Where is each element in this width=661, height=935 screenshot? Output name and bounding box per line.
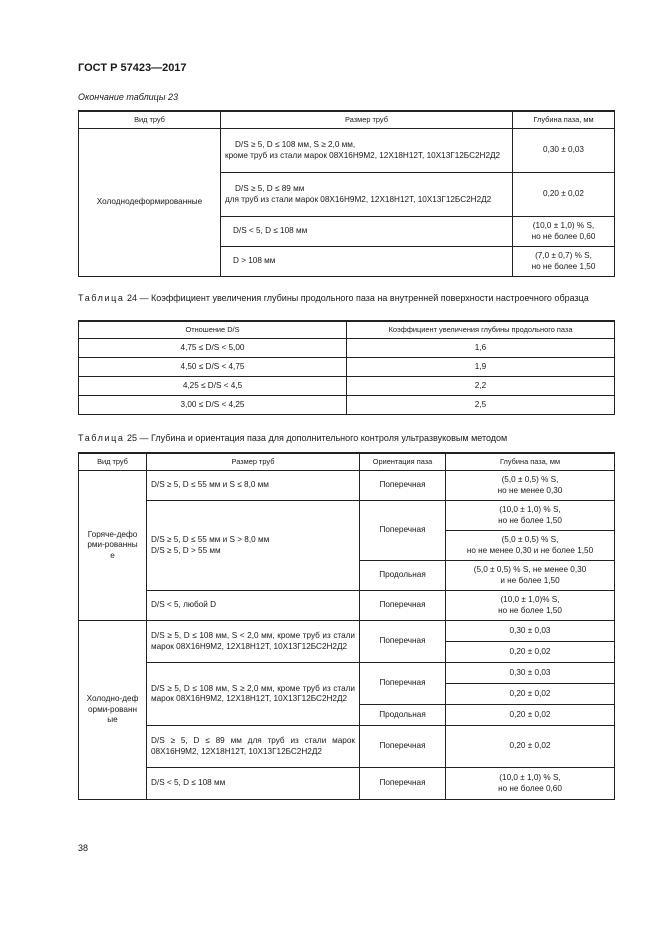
t25-cold-size1: D/S ≥ 5, D ≤ 108 мм, S < 2,0 мм, кроме труб из стали марок 08Х16Н9М2, 12Х18Н12Т, 10Х13Г12БС2Н2Д2 (147, 621, 360, 663)
t25-header-depth: Глубина паза, мм (446, 453, 615, 471)
t24-row1-coef: 1,6 (347, 339, 615, 358)
table-24 (78, 320, 615, 415)
t23-header-size: Размер труб (221, 111, 513, 129)
t25-cold-size4: D/S ≥ 5, D ≤ 89 мм для труб из стали марок 08Х16Н9М2, 12Х18Н12Т, 10Х13Г12БС2Н2Д2 (147, 726, 360, 768)
table24-title-label: Таблица (78, 293, 125, 303)
t25-cold-depth2b: 0,20 ± 0,02 (446, 684, 615, 705)
t25-cold-orient1: Поперечная (360, 621, 446, 663)
t25-hot-group-text: Горяче-деформи-рованные (87, 529, 138, 560)
t25-hot-depth2b-l2: но не менее 0,30 и не более 1,50 (466, 545, 594, 555)
t25-header-orient: Ориентация паза (360, 453, 446, 471)
t25-header-type: Вид труб (79, 453, 147, 471)
t25-cold-orient5: Поперечная (360, 768, 446, 800)
t23-row1-size (221, 129, 513, 173)
t23-row3-size: D/S < 5, D ≤ 108 мм (221, 217, 513, 247)
t25-hot-group (79, 471, 147, 621)
t25-hot-size2-l1: D/S ≥ 5, D ≤ 55 мм и S > 8,0 мм (151, 535, 270, 544)
t23-row4-depth-l1: (7,0 ± 0,7) % S, (535, 251, 592, 260)
t25-cold-size5: D/S < 5, D ≤ 108 мм (147, 768, 360, 800)
t24-header-ratio: Отношение D/S (79, 321, 347, 339)
t25-cold-group-text: Холодно-деформи-рованные (86, 694, 139, 725)
t23-row2-size-l1: D/S ≥ 5, D ≤ 89 мм (235, 184, 305, 193)
t23-row3-depth-l2: но не более 0,60 (531, 231, 596, 241)
page-number: 38 (78, 843, 89, 853)
t25-cold-depth5-l1: (10,0 ± 1,0) % S, (499, 773, 561, 782)
t25-hot-size1: D/S ≥ 5, D ≤ 55 мм и S ≤ 8,0 мм (147, 471, 360, 501)
t25-cold-depth1a: 0,30 ± 0,03 (446, 621, 615, 642)
t25-hot-depth4 (446, 591, 615, 621)
t23-row4-depth-l2: но не более 1,50 (531, 261, 596, 271)
t23-row4-size: D > 108 мм (221, 247, 513, 277)
t24-header-coef: Коэффициент увеличения глубины продольного паза (347, 321, 615, 339)
table-25 (78, 452, 615, 800)
t23-header-type: Вид труб (79, 111, 221, 129)
table24-title-text: 24 — Коэффициент увеличения глубины продольного паза на внутренней поверхности настроечного образца (127, 293, 589, 303)
t25-hot-orient1: Поперечная (360, 471, 446, 501)
t25-cold-size2: D/S ≥ 5, D ≤ 108 мм, S ≥ 2,0 мм, кроме труб из стали марок 08Х16Н9М2, 12Х18Н12Т, 10Х13Г12БС2Н2Д2 (147, 663, 360, 726)
t24-row1-ratio: 4,75 ≤ D/S < 5,00 (79, 339, 347, 358)
t25-hot-depth4-l1: (10,0 ± 1,0)% S, (500, 595, 560, 604)
t25-hot-depth1 (446, 471, 615, 501)
table25-title-text: 25 — Глубина и ориентация паза для дополнительного контроля ультразвуковым методом (127, 433, 508, 443)
table25-title (78, 432, 614, 444)
t25-header-size: Размер труб (147, 453, 360, 471)
t25-hot-depth3-l1: (5,0 ± 0,5) % S, не менее 0,30 (473, 565, 587, 574)
t23-row1-size-l2: кроме труб из стали марок 08Х16Н9М2, 12Х18Н12Т, 10Х13Г12БС2Н2Д2 (225, 150, 501, 160)
t25-hot-depth2a (446, 501, 615, 531)
t25-cold-depth3: 0,20 ± 0,02 (446, 705, 615, 726)
table23-caption: Окончание таблицы 23 (78, 92, 178, 102)
t25-hot-depth3 (446, 561, 615, 591)
document-code: ГОСТ Р 57423—2017 (78, 62, 187, 74)
t25-hot-orient4: Поперечная (360, 591, 446, 621)
t23-row2-size (221, 173, 513, 217)
t25-hot-depth2a-l2: но не более 1,50 (498, 515, 562, 525)
table24-title (78, 292, 614, 304)
t23-group-cell: Холоднодеформированные (79, 129, 221, 277)
t25-cold-orient3: Продольная (360, 705, 446, 726)
t25-hot-depth3-l2: и не более 1,50 (500, 575, 560, 585)
t25-cold-depth5-l2: но не более 0,60 (498, 783, 562, 793)
t25-hot-orient3: Продольная (360, 561, 446, 591)
t25-hot-depth2a-l1: (10,0 ± 1,0) % S, (499, 505, 561, 514)
t25-hot-depth1-l1: (5,0 ± 0,5) % S, (501, 475, 559, 484)
t23-row1-depth: 0,30 ± 0,03 (513, 129, 615, 173)
t25-cold-orient2: Поперечная (360, 663, 446, 705)
t23-row3-depth (513, 217, 615, 247)
table25-title-label: Таблица (78, 433, 125, 443)
t24-row4-coef: 2,5 (347, 396, 615, 415)
t25-cold-depth1b: 0,20 ± 0,02 (446, 642, 615, 663)
t25-cold-depth5 (446, 768, 615, 800)
t25-cold-depth2a: 0,30 ± 0,03 (446, 663, 615, 684)
t25-hot-size4: D/S < 5, любой D (147, 591, 360, 621)
t25-cold-depth4: 0,20 ± 0,02 (446, 726, 615, 768)
t25-hot-size2-l2: D/S ≥ 5, D > 55 мм (151, 545, 221, 555)
t23-header-depth: Глубина паза, мм (513, 111, 615, 129)
t24-row4-ratio: 3,00 ≤ D/S < 4,25 (79, 396, 347, 415)
t25-hot-depth2b-l1: (5,0 ± 0,5) % S, (501, 535, 559, 544)
t23-row2-size-l2: для труб из стали марок 08Х16Н9М2, 12Х18Н12Т, 10Х13Г12БС2Н2Д2 (225, 194, 492, 204)
t25-cold-group (79, 621, 147, 800)
table-23 (78, 110, 615, 277)
t24-row3-coef: 2,2 (347, 377, 615, 396)
t23-row2-depth: 0,20 ± 0,02 (513, 173, 615, 217)
t25-hot-size2 (147, 501, 360, 591)
t24-row3-ratio: 4,25 ≤ D/S < 4,5 (79, 377, 347, 396)
t23-row1-size-l1: D/S ≥ 5, D ≤ 108 мм, S ≥ 2,0 мм, (235, 140, 356, 149)
t25-cold-orient4: Поперечная (360, 726, 446, 768)
t24-row2-coef: 1,9 (347, 358, 615, 377)
t25-hot-depth1-l2: но не менее 0,30 (497, 485, 563, 495)
t23-row3-depth-l1: (10,0 ± 1,0) % S, (532, 221, 595, 230)
t25-hot-depth2b (446, 531, 615, 561)
t25-hot-depth4-l2: но не более 1,50 (498, 605, 562, 615)
t23-row4-depth (513, 247, 615, 277)
t24-row2-ratio: 4,50 ≤ D/S < 4,75 (79, 358, 347, 377)
t25-hot-orient2: Поперечная (360, 501, 446, 561)
